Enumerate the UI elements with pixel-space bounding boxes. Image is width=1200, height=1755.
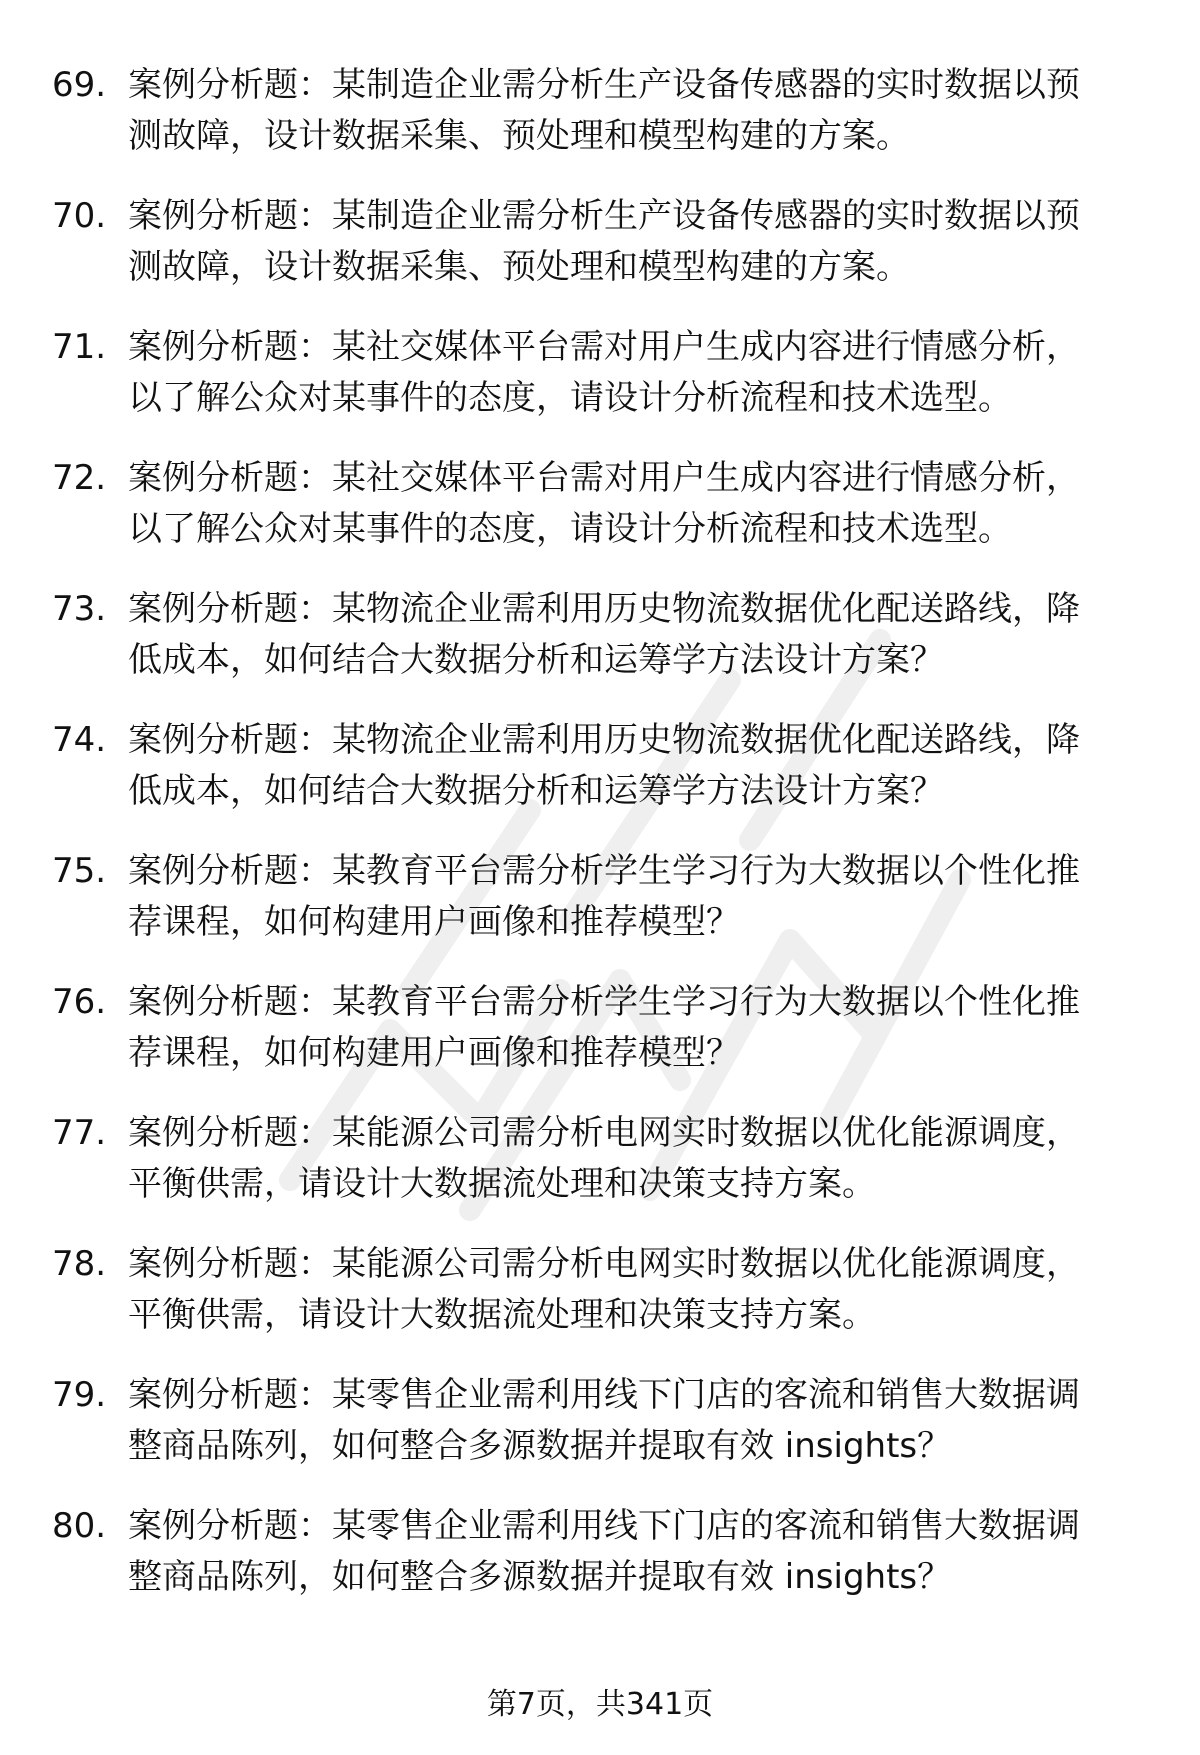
question-item bbox=[52, 1501, 1142, 1632]
question-number: 75. bbox=[52, 851, 107, 891]
question-number: 71. bbox=[52, 327, 107, 367]
question-text-line-1: 案例分析题：某制造企业需分析生产设备传感器的实时数据以预 bbox=[128, 196, 1080, 236]
question-text-line-2: 整商品陈列，如何整合多源数据并提取有效 insights？ bbox=[128, 1557, 952, 1597]
question-text-line-1: 案例分析题：某制造企业需分析生产设备传感器的实时数据以预 bbox=[128, 65, 1080, 105]
question-number: 79. bbox=[52, 1375, 107, 1415]
question-text-line-2: 荐课程，如何构建用户画像和推荐模型？ bbox=[128, 902, 740, 942]
question-number: 69. bbox=[52, 65, 107, 105]
question-number: 74. bbox=[52, 720, 107, 760]
question-number: 73. bbox=[52, 589, 107, 629]
question-item bbox=[52, 1370, 1142, 1501]
question-number: 80. bbox=[52, 1506, 107, 1546]
question-text-line-2: 平衡供需，请设计大数据流处理和决策支持方案。 bbox=[128, 1164, 876, 1204]
question-item bbox=[52, 60, 1142, 191]
question-number: 78. bbox=[52, 1244, 107, 1284]
question-item bbox=[52, 1108, 1142, 1239]
question-text-line-1: 案例分析题：某能源公司需分析电网实时数据以优化能源调度， bbox=[128, 1244, 1080, 1284]
question-text-line-2: 整商品陈列，如何整合多源数据并提取有效 insights？ bbox=[128, 1426, 952, 1466]
question-text-line-1: 案例分析题：某社交媒体平台需对用户生成内容进行情感分析， bbox=[128, 458, 1080, 498]
question-text-line-1: 案例分析题：某社交媒体平台需对用户生成内容进行情感分析， bbox=[128, 327, 1080, 367]
question-text-line-2: 低成本，如何结合大数据分析和运筹学方法设计方案？ bbox=[128, 640, 944, 680]
question-number: 77. bbox=[52, 1113, 107, 1153]
question-text-line-2: 低成本，如何结合大数据分析和运筹学方法设计方案？ bbox=[128, 771, 944, 811]
question-text-line-2: 测故障，设计数据采集、预处理和模型构建的方案。 bbox=[128, 116, 910, 156]
question-item bbox=[52, 1239, 1142, 1370]
question-text-line-2: 测故障，设计数据采集、预处理和模型构建的方案。 bbox=[128, 247, 910, 287]
question-text-line-1: 案例分析题：某教育平台需分析学生学习行为大数据以个性化推 bbox=[128, 851, 1080, 891]
question-item bbox=[52, 453, 1142, 584]
question-number: 76. bbox=[52, 982, 107, 1022]
question-text-line-1: 案例分析题：某零售企业需利用线下门店的客流和销售大数据调 bbox=[128, 1375, 1080, 1415]
question-item bbox=[52, 977, 1142, 1108]
question-item bbox=[52, 322, 1142, 453]
question-text-line-2: 以了解公众对某事件的态度，请设计分析流程和技术选型。 bbox=[128, 378, 1012, 418]
page-number-footer: 第7页，共341页 bbox=[486, 1687, 714, 1722]
question-text-line-2: 平衡供需，请设计大数据流处理和决策支持方案。 bbox=[128, 1295, 876, 1335]
question-text-line-2: 荐课程，如何构建用户画像和推荐模型？ bbox=[128, 1033, 740, 1073]
question-text-line-1: 案例分析题：某物流企业需利用历史物流数据优化配送路线，降 bbox=[128, 589, 1080, 629]
question-text-line-2: 以了解公众对某事件的态度，请设计分析流程和技术选型。 bbox=[128, 509, 1012, 549]
question-number: 70. bbox=[52, 196, 107, 236]
question-text-line-1: 案例分析题：某零售企业需利用线下门店的客流和销售大数据调 bbox=[128, 1506, 1080, 1546]
question-item bbox=[52, 715, 1142, 846]
question-item bbox=[52, 846, 1142, 977]
question-text-line-1: 案例分析题：某教育平台需分析学生学习行为大数据以个性化推 bbox=[128, 982, 1080, 1022]
question-text-line-1: 案例分析题：某物流企业需利用历史物流数据优化配送路线，降 bbox=[128, 720, 1080, 760]
question-item bbox=[52, 191, 1142, 322]
question-item bbox=[52, 584, 1142, 715]
question-list bbox=[52, 60, 1142, 1632]
question-number: 72. bbox=[52, 458, 107, 498]
question-text-line-1: 案例分析题：某能源公司需分析电网实时数据以优化能源调度， bbox=[128, 1113, 1080, 1153]
